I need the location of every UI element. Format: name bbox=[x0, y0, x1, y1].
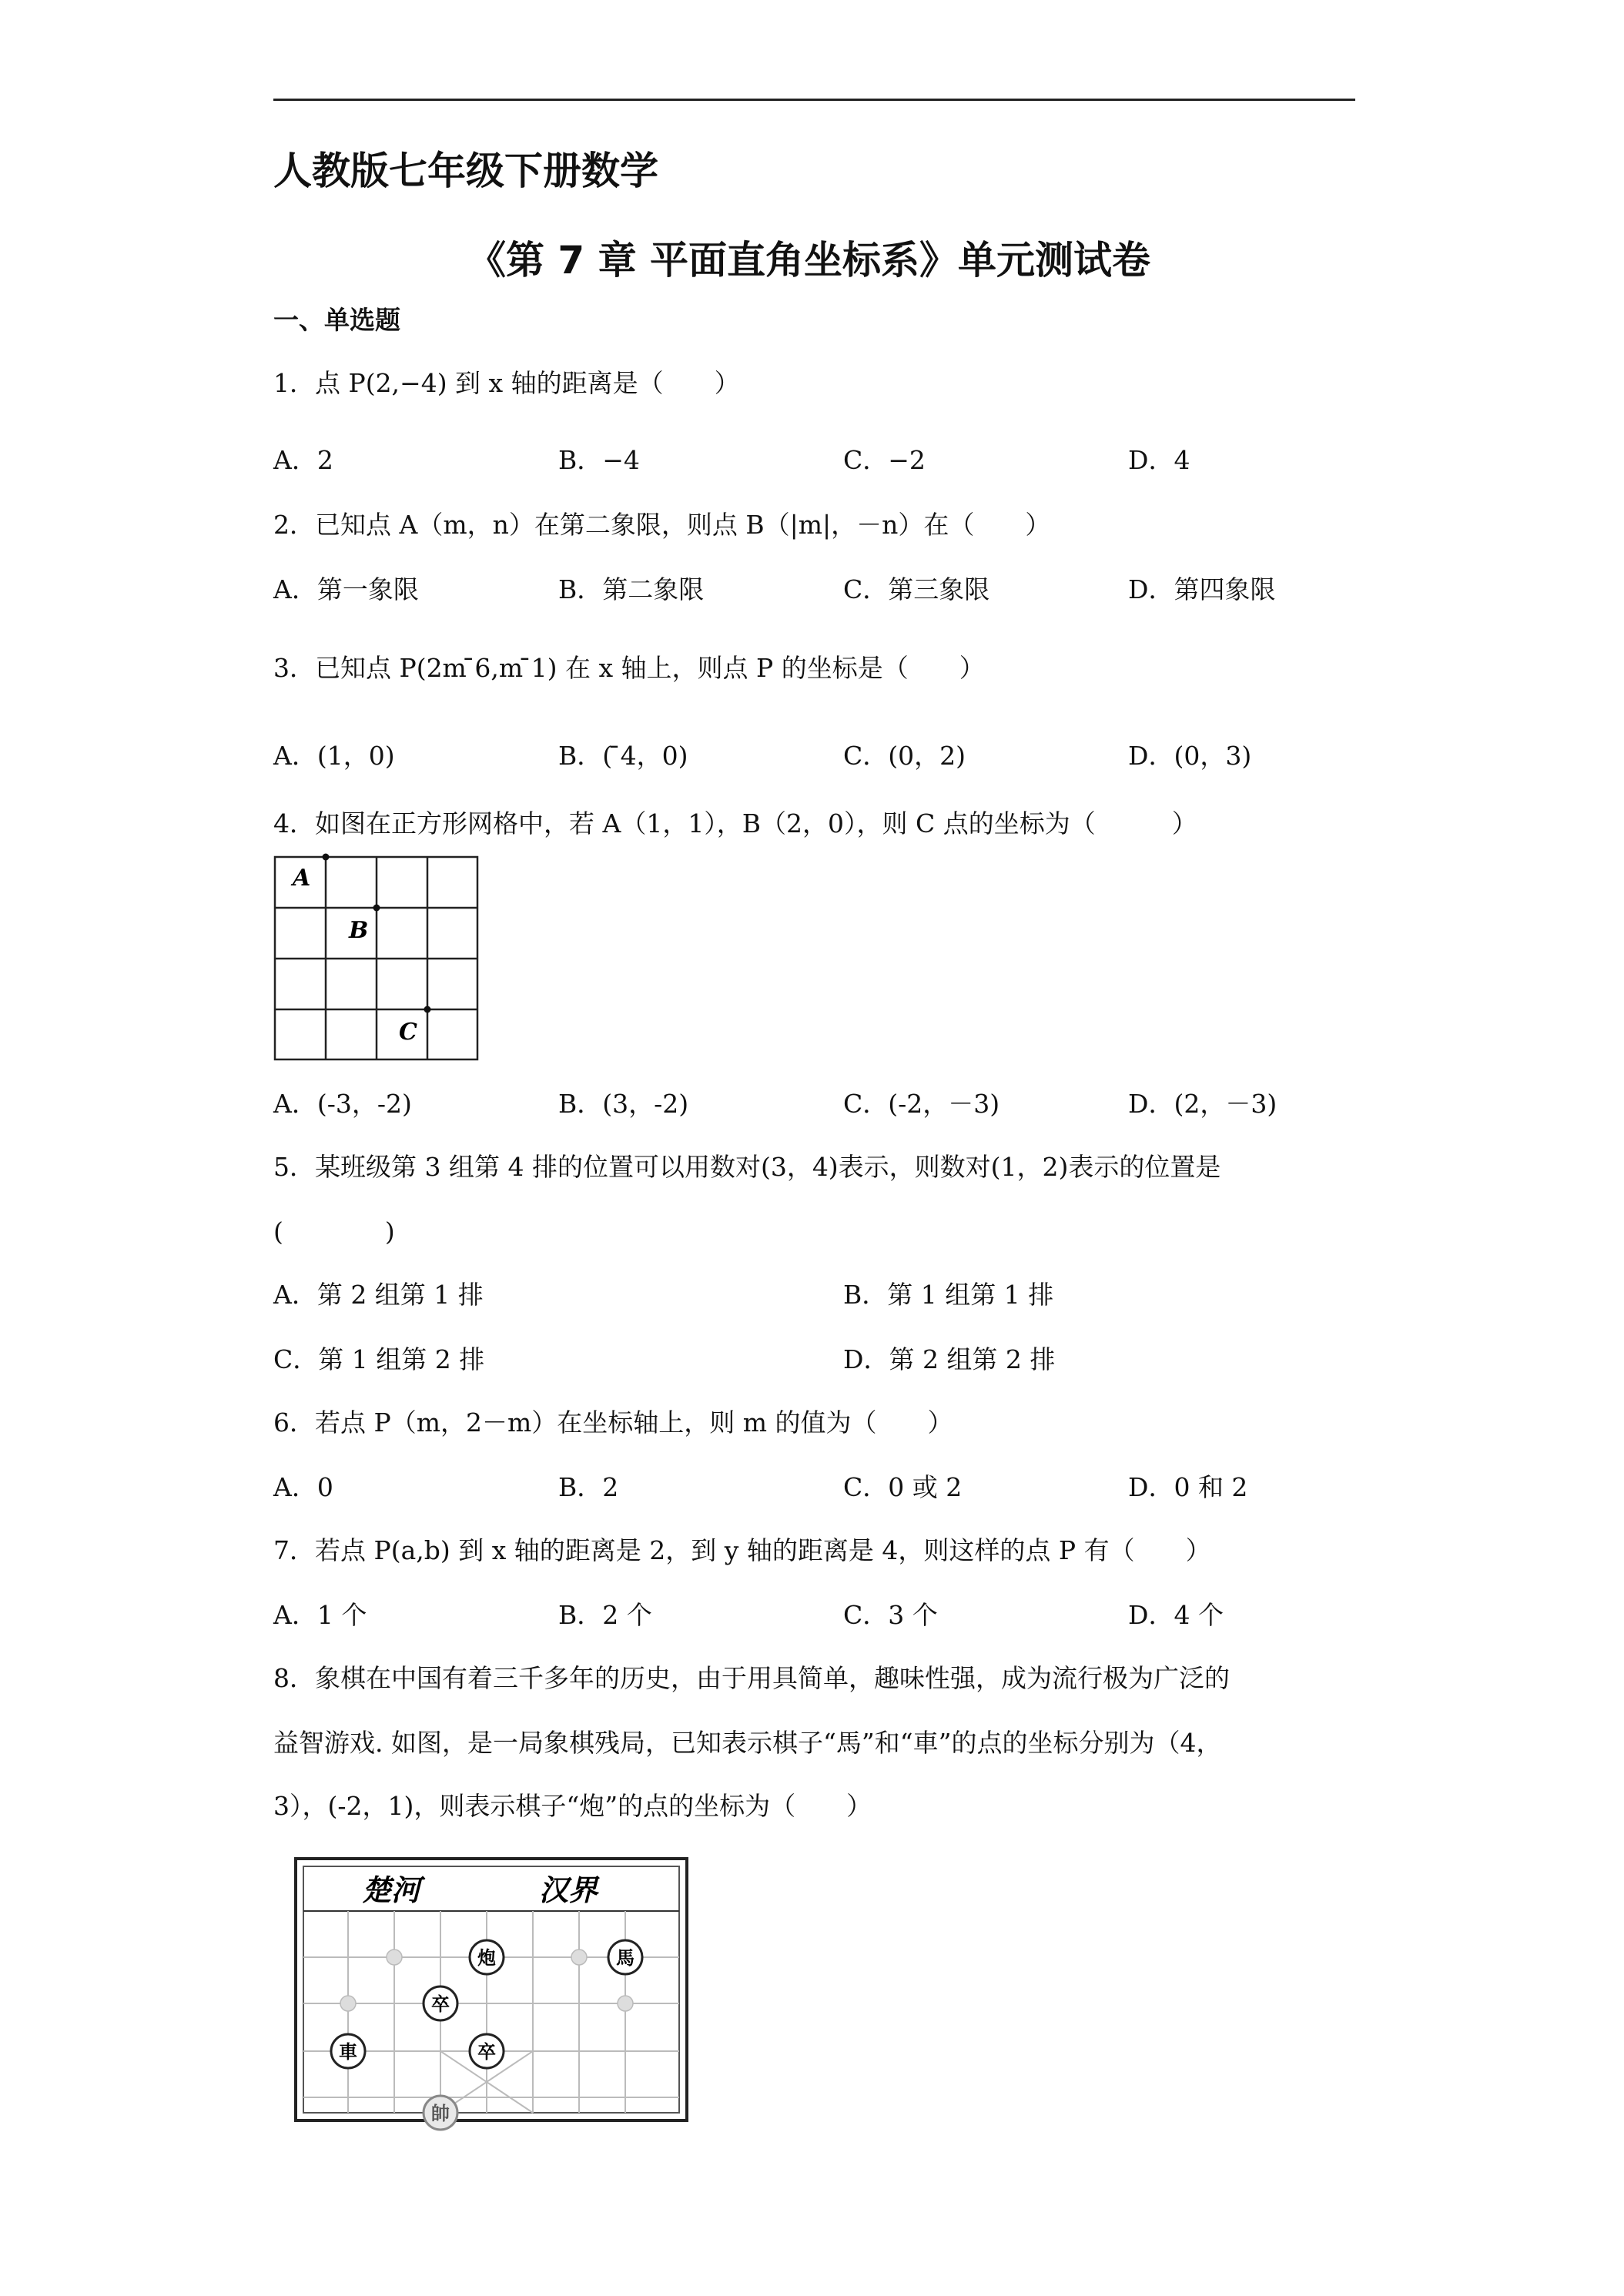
piece-ma-label: 馬 bbox=[616, 1946, 635, 1969]
q2-option-c: C．第三象限 bbox=[843, 574, 990, 604]
question-1-stem: 1．点 P(2,−4) 到 x 轴的距离是（ ） bbox=[273, 368, 740, 398]
xiangqi-board bbox=[293, 1856, 693, 2140]
q7-option-d: D．4 个 bbox=[1128, 1600, 1224, 1630]
point-c-label: C bbox=[399, 1019, 417, 1046]
question-8-line-3: 3），(-2，1)，则表示棋子“炮”的点的坐标为（ ） bbox=[273, 1791, 872, 1821]
marker bbox=[340, 1996, 356, 2011]
q4-option-c: C．(-2，－3) bbox=[843, 1089, 1000, 1119]
question-5-stem: 5．某班级第 3 组第 4 排的位置可以用数对(3，4)表示，则数对(1，2)表示的位置是 bbox=[273, 1152, 1221, 1182]
q6-option-c: C．0 或 2 bbox=[843, 1472, 963, 1502]
question-8-line-1: 8．象棋在中国有着三千多年的历史，由于用具简单，趣味性强，成为流行极为广泛的 bbox=[273, 1663, 1230, 1693]
q4-option-b: B．(3，-2) bbox=[558, 1089, 689, 1119]
q7-option-a: A．1 个 bbox=[273, 1600, 367, 1630]
q7-option-b: B．2 个 bbox=[558, 1600, 652, 1630]
piece-shuai-label: 帥 bbox=[431, 2102, 450, 2124]
piece-zu-1-label: 卒 bbox=[431, 1993, 450, 2015]
piece-zu-2-label: 卒 bbox=[477, 2040, 496, 2063]
q2-option-b: B．第二象限 bbox=[558, 574, 705, 604]
grid-figure bbox=[270, 847, 485, 1070]
top-rule bbox=[273, 99, 1355, 101]
question-8-line-2: 益智游戏. 如图，是一局象棋残局，已知表示棋子“馬”和“車”的点的坐标分别为（4， bbox=[273, 1728, 1222, 1758]
q5-option-b: B．第 1 组第 1 排 bbox=[843, 1280, 1054, 1310]
q5-option-c: C．第 1 组第 2 排 bbox=[273, 1344, 485, 1374]
marker bbox=[387, 1950, 402, 1965]
marker bbox=[571, 1950, 587, 1965]
question-5-blank: ( ) bbox=[273, 1217, 395, 1247]
section-heading: 一、单选题 bbox=[273, 305, 400, 335]
q5-option-d: D．第 2 组第 2 排 bbox=[843, 1344, 1056, 1374]
q1-option-d: D．4 bbox=[1128, 445, 1190, 475]
piece-pao-label: 炮 bbox=[477, 1946, 496, 1969]
q2-option-a: A．第一象限 bbox=[273, 574, 419, 604]
q6-option-a: A．0 bbox=[273, 1472, 333, 1502]
point-b-dot bbox=[373, 905, 380, 912]
point-a-label: A bbox=[293, 865, 311, 892]
q1-option-a: A．2 bbox=[273, 445, 333, 475]
q6-option-d: D．0 和 2 bbox=[1128, 1472, 1248, 1502]
question-7-stem: 7．若点 P(a,b) 到 x 轴的距离是 2，到 y 轴的距离是 4，则这样的点 P 有（ ） bbox=[273, 1535, 1211, 1565]
q3-option-d: D．(0，3) bbox=[1128, 741, 1252, 771]
point-b-label: B bbox=[349, 917, 369, 944]
q1-option-c: C．−2 bbox=[843, 445, 926, 475]
book-title: 人教版七年级下册数学 bbox=[273, 149, 658, 193]
q6-option-b: B．2 bbox=[558, 1472, 619, 1502]
q5-option-a: A．第 2 组第 1 排 bbox=[273, 1280, 484, 1310]
piece-ju-label: 車 bbox=[339, 2040, 357, 2063]
question-6-stem: 6．若点 P（m，2－m）在坐标轴上，则 m 的值为（ ） bbox=[273, 1407, 953, 1438]
marker bbox=[618, 1996, 633, 2011]
q3-option-a: A．(1，0) bbox=[273, 741, 395, 771]
q3-option-b: B．( ̄4，0) bbox=[558, 741, 688, 771]
q4-option-d: D．(2，－3) bbox=[1128, 1089, 1277, 1119]
point-a-dot bbox=[323, 854, 330, 861]
q3-option-c: C．(0，2) bbox=[843, 741, 966, 771]
q1-option-b: B．−4 bbox=[558, 445, 640, 475]
point-c-dot bbox=[424, 1006, 431, 1013]
river-label-right: 汉界 bbox=[539, 1873, 598, 1907]
question-3-stem: 3．已知点 P(2m ̄6,m ̄1) 在 x 轴上，则点 P 的坐标是（ ） bbox=[273, 653, 985, 683]
q7-option-c: C．3 个 bbox=[843, 1600, 938, 1630]
river-label-left: 楚河 bbox=[362, 1873, 421, 1907]
question-2-stem: 2．已知点 A（m，n）在第二象限，则点 B（|m|，－n）在（ ） bbox=[273, 510, 1051, 540]
page-title: 《第 7 章 平面直角坐标系》单元测试卷 bbox=[467, 238, 1151, 283]
q2-option-d: D．第四象限 bbox=[1128, 574, 1276, 604]
q4-option-a: A．(-3，-2) bbox=[273, 1089, 412, 1119]
question-4-stem: 4．如图在正方形网格中，若 A（1，1），B（2，0），则 C 点的坐标为（ ） bbox=[273, 808, 1197, 838]
